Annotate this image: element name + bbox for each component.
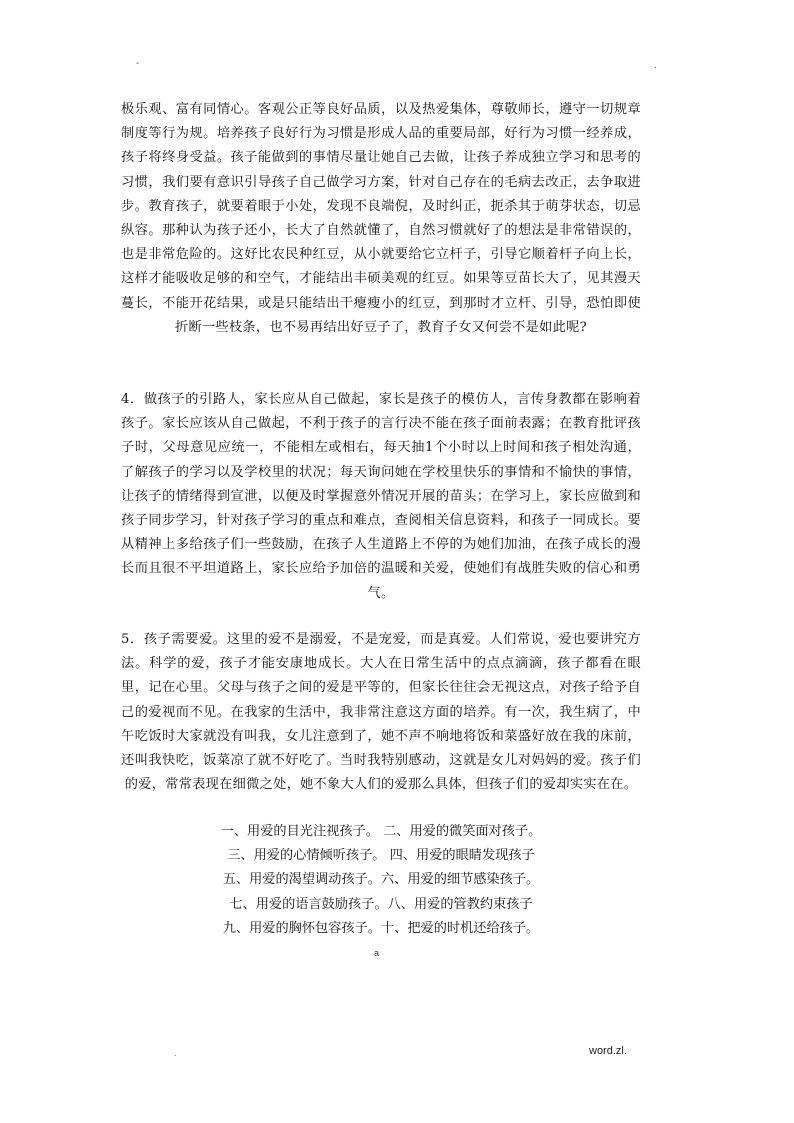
love-list-item: 九、用爱的胸怀包容孩子。十、把爱的时机还给孩子。 bbox=[222, 920, 540, 936]
paragraph-behavior-habits: 极乐观、富有同情心。客观公正等良好品质，以及热爱集体，尊敬师长，遵守一切规章制度等行为规。培养孩子良好行为习惯是形成人品的重要局部，好行为习惯一经养成，孩子将终身受益。孩子能做到的事情尽量让她自己去做，让孩子养成独立学习和思考的习惯，我们要有意识引导孩子自己做学习方案，针对自己存在的毛病去改正，去争取进步。教育孩子，就要着眼于小处，发现不良端倪，及时纠正，扼杀其于萌芽状态，切忌纵容。那种认为孩子还小，长大了自然就懂了，自然习惯就好了的想法是非常错误的，也是非常危险的。这好比农民种红豆，从小就要给它立杆子，引导它顺着杆子向上长，这样才能吸收足够的和空气，才能结出丰硕美观的红豆。如果等豆苗长大了，见其漫天蔓长，不能开花结果，或是只能结出干瘪瘦小的红豆，到那时才立杆、引导，恐怕即使折断一些枝条，也不易再结出好豆子了，教育子女又何尝不是如此呢? bbox=[121, 102, 641, 335]
footer-source-text: word.zl. bbox=[589, 1045, 627, 1057]
love-list-item: 一、用爱的目光注视孩子。 二、用爱的微笑面对孩子。 bbox=[220, 824, 542, 839]
paragraph-children-need-love: 5．孩子需要爱。这里的爱不是溺爱，不是宠爱，而是真爱。人们常说，爱也要讲究方法。科学的爱，孩子才能安康地成长。大人在日常生活中的点点滴滴，孩子都看在眼里，记在心里。父母与孩子之间的爱是平等的，但家长往往会无视这点，对孩子给予自己的爱视而不见。在我家的生活中，我非常注意这方面的培养。有一次，我生病了，中午吃饭时大家就没有叫我，女儿注意到了，她不声不响地将饭和菜盛好放在我的床前，还叫我快吃，饭菜凉了就不好吃了。当时我特别感动，这就是女儿对妈妈的爱。孩子们的爱，常常表现在细微之处，她不象大人们的爱那么具体，但孩子们的爱却实实在在。 bbox=[121, 632, 641, 793]
header-left-mark: - bbox=[136, 58, 140, 69]
end-mark: a bbox=[374, 948, 380, 958]
paragraph-guide-role: 4．做孩子的引路人，家长应从自己做起，家长是孩子的模仿人，言传身教都在影响着孩子。家长应该从自己做起，不利于孩子的言行决不能在孩子面前表露；在教育批评孩子时，父母意见应统一，不能相左或相右，每天抽1个小时以上时间和孩子相处沟通，了解孩子的学习以及学校里的状况；每天询问她在学校里快乐的事情和不愉快的事情，让孩子的情绪得到宣泄，以便及时掌握意外情况开展的苗头；在学习上，家长应做到和孩子同步学习，针对孩子学习的重点和难点，查阅相关信息资料，和孩子一同成长。要从精神上多给孩子们一些鼓励，在孩子人生道路上不停的为她们加油，在孩子成长的漫长而且很不平坦道路上，家长应给予加倍的温暖和关爱，使她们有战胜失败的信心和勇气。 bbox=[121, 392, 641, 601]
love-list-item: 三、用爱的心情倾听孩子。 四、用爱的眼睛发现孩子 bbox=[227, 848, 535, 864]
footer-left-mark: . bbox=[174, 1048, 177, 1058]
love-list bbox=[121, 820, 641, 941]
love-list-item: 五、用爱的渴望调动孩子。六、用爱的细节感染孩子。 bbox=[222, 872, 540, 888]
love-list-item: 七、用爱的语言鼓励孩子。八、用爱的管教约束孩子 bbox=[229, 896, 533, 912]
header-right-mark: . bbox=[654, 60, 657, 71]
